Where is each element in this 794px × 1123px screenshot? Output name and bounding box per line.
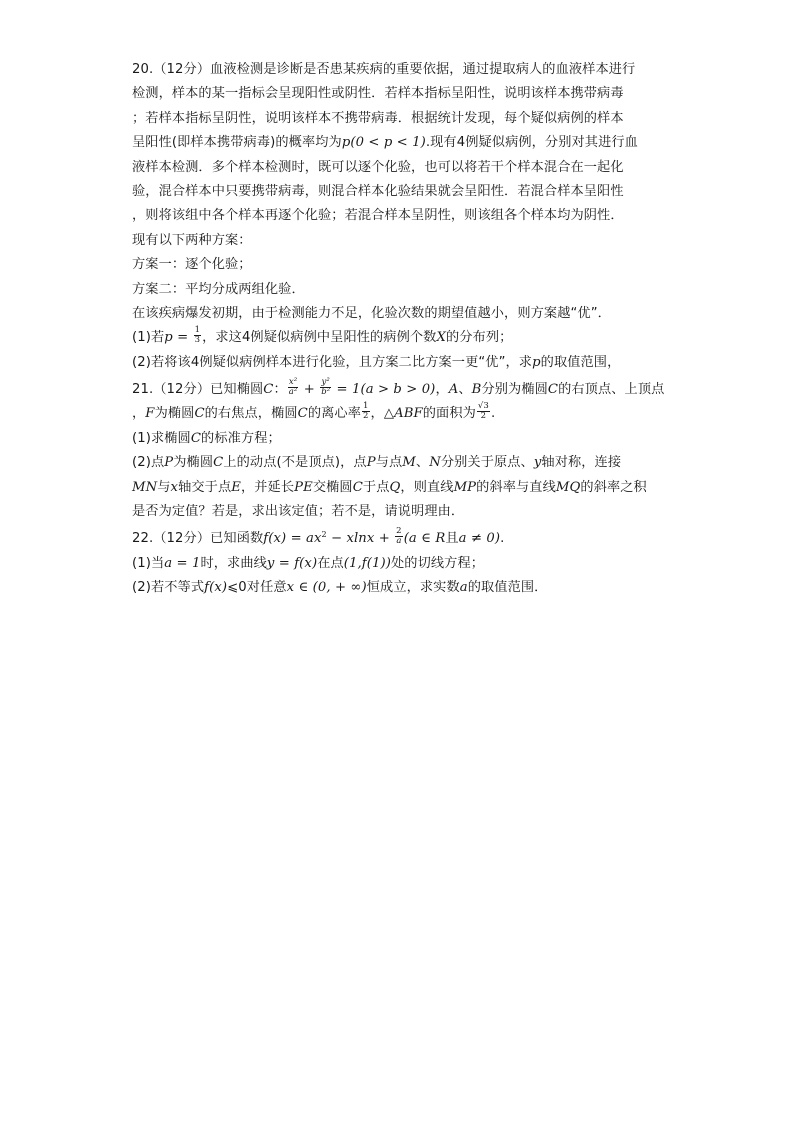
q21-text: 的右焦点，椭圆 [204, 406, 298, 422]
q20-line-1: 20.（12分）血液检测是诊断是否患某疾病的重要依据，通过提取病人的血液样本进行 [132, 62, 636, 77]
question-22 [132, 527, 664, 600]
questions-content [132, 58, 664, 601]
fraction-numerator: 1 [363, 400, 369, 411]
q21-text: 的离心率 [307, 406, 362, 422]
text-segment: 在点 [317, 555, 344, 571]
q22-domain: (a ∈ R [403, 531, 446, 547]
q22-function-rest: − xlnx + [326, 531, 395, 547]
q21-var: C [297, 406, 308, 422]
text-segment: (1)当 [132, 555, 165, 571]
question-20 [132, 58, 664, 375]
q22-part-2 [132, 576, 664, 600]
q20-line-5: 液样本检测．多个样本检测时，既可以逐个化验，也可以将若干个样本混合在一起化 [132, 159, 624, 175]
q21-part-1-end: 的标准方程； [201, 430, 281, 446]
q20-part-1-var: p = [164, 330, 193, 346]
text-segment: y [533, 455, 542, 471]
q21-var: C [263, 382, 274, 398]
fraction-numerator: x² [288, 376, 298, 387]
q20-line-4-text-a: 呈阳性(即样本携带病毒)的概率均为 [132, 135, 342, 151]
text-segment: 为椭圆 [173, 455, 214, 471]
text-segment: Q [389, 479, 401, 495]
question-21 [132, 378, 664, 524]
text-segment: 恒成立，求实数 [366, 580, 460, 596]
q20-line-4-text-c: .现有4例疑似病例，分别对其进行血 [425, 135, 638, 151]
text-segment: 轴对称，连接 [541, 455, 622, 471]
q21-var: B [471, 382, 482, 398]
q21-var: C [547, 382, 559, 398]
q20-probability-expr: p(0 < p < 1) [341, 135, 426, 151]
fraction-numerator: 1 [194, 324, 201, 335]
q20-line-11: 在该疾病爆发初期，由于检测能力不足，化验次数的期望值越小，则方案越“优”． [132, 305, 611, 321]
q20-part-2-text: (2)若将该4例疑似病例样本进行化验，且方案二比方案一更“优”，求 [132, 354, 533, 370]
q22-heading: 22.（12分）已知函数 [132, 531, 264, 547]
text-segment: 上的动点(不是顶点)，点 [223, 455, 367, 471]
q21-var: A [448, 382, 459, 398]
text-segment: ⩽0对任意 [227, 580, 287, 596]
fraction-denominator: b² [321, 386, 331, 397]
q21-line-2 [132, 402, 664, 426]
text-segment: 与 [157, 479, 171, 495]
q21-sep: ， [132, 406, 146, 422]
q22-condition: a ≠ 0) [458, 531, 501, 547]
text-segment: (2)点 [132, 455, 165, 471]
q21-area-fraction [477, 402, 490, 421]
q21-var: F [145, 406, 155, 422]
text-segment: 的斜率与直线 [476, 479, 556, 495]
q20-plan-1: 方案一：逐个化验； [132, 257, 252, 273]
text-segment: P [164, 455, 174, 471]
text-segment: 的斜率之积 [580, 479, 647, 495]
fraction-denominator: 2 [363, 410, 369, 421]
text-segment: N [429, 455, 441, 471]
q21-equation: = 1(a > b > 0) [332, 382, 436, 398]
q21-part-1 [132, 427, 664, 451]
q20-line-4 [132, 131, 664, 155]
q21-part-1-text: (1)求椭圆 [132, 430, 191, 446]
q21-period: . [490, 406, 496, 422]
q20-line-2: 检测，样本的某一指标会呈现阳性或阴性．若样本指标呈阳性，说明该样本携带病毒 [132, 86, 624, 102]
q20-part-2-end: 的取值范围， [540, 354, 621, 370]
q21-triangle: △ABF [383, 406, 423, 422]
q21-fraction-x [288, 378, 299, 397]
text-segment: y = f(x) [266, 555, 318, 571]
fraction-denominator: 3 [194, 334, 201, 345]
text-segment: P [366, 455, 376, 471]
text-segment: (1,f(1)) [343, 555, 392, 571]
q21-text: 为椭圆 [154, 406, 195, 422]
q21-heading: 21.（12分）已知椭圆 [132, 382, 264, 398]
q20-part-1 [132, 326, 664, 350]
q21-line-1 [132, 378, 664, 402]
q21-eccentricity-fraction [362, 402, 370, 421]
q20-part-1-end: 的分布列； [445, 330, 513, 346]
q21-sep: ， [370, 406, 384, 422]
text-segment: 交椭圆 [312, 479, 353, 495]
text-segment: a [459, 580, 468, 596]
q22-fraction [395, 527, 403, 546]
q21-text: 的右顶点、上顶点 [558, 382, 665, 398]
text-segment: ，则直线 [400, 479, 454, 495]
q21-colon: ： [273, 382, 287, 398]
text-segment: 轴交于点 [178, 479, 232, 495]
text-segment: 分别关于原点、 [440, 455, 534, 471]
text-segment: 处的切线方程； [391, 555, 485, 571]
q20-part-1-text: ，求这4例疑似病例中呈阳性的病例个数 [202, 330, 437, 346]
q20-line-7: ，则将该组中各个样本再逐个化验；若混合样本呈阴性，则该组各个样本均为阴性． [132, 208, 624, 224]
q21-part-2-line-2 [132, 476, 664, 500]
text-segment: 时，求曲线 [200, 555, 267, 571]
q20-plan-2: 方案二：平均分成两组化验． [132, 281, 305, 297]
text-segment: x ∈ (0, + ∞) [286, 580, 367, 596]
text-segment: C [213, 455, 224, 471]
q21-sep: ， [435, 382, 449, 398]
text-segment: 于点 [362, 479, 390, 495]
text-segment: x [170, 479, 179, 495]
text-segment: MP [453, 479, 477, 495]
text-segment: (2)若不等式 [132, 580, 205, 596]
q22-and: 且 [445, 531, 459, 547]
text-segment: MN [132, 479, 158, 495]
text-segment: M [402, 455, 416, 471]
q20-line-8: 现有以下两种方案： [132, 232, 252, 248]
q22-function: f(x) = ax [263, 531, 322, 547]
text-segment: 与点 [375, 455, 403, 471]
text-segment: MQ [555, 479, 581, 495]
q20-part-1-label: (1)若 [132, 330, 165, 346]
q21-var: C [190, 430, 202, 446]
q20-var-x: X [436, 330, 446, 346]
text-segment: a = 1 [164, 555, 201, 571]
text-segment: C [352, 479, 363, 495]
text-segment: 的取值范围． [467, 580, 548, 596]
q22-line-1 [132, 527, 664, 551]
fraction-numerator: √3 [477, 400, 489, 411]
q21-text: 分别为椭圆 [481, 382, 548, 398]
q20-line-6: 验，混合样本中只要携带病毒，则混合样本化验结果就会呈阳性．若混合样本呈阳性 [132, 183, 624, 199]
q21-part-2-line-1 [132, 451, 664, 475]
q21-text: 的面积为 [422, 406, 476, 422]
text-segment: ，并延长 [240, 479, 295, 495]
q21-var: C [194, 406, 205, 422]
text-segment: 、 [415, 455, 430, 471]
q20-fraction-one-third [194, 326, 202, 345]
q20-line-3: ；若样本指标呈阴性，说明该样本不携带病毒．根据统计发现，每个疑似病例的样本 [132, 110, 624, 126]
q22-exponent: 2 [321, 530, 327, 540]
q21-part-2-line-3: 是否为定值？若是，求出该定值；若不是，请说明理由． [132, 504, 465, 520]
q21-sep: 、 [458, 382, 472, 398]
q20-part-2 [132, 351, 664, 375]
q22-part-1 [132, 552, 664, 576]
text-segment: f(x) [204, 580, 228, 596]
fraction-denominator: 2 [480, 410, 487, 421]
fraction-numerator: 2 [396, 525, 402, 536]
q22-period: . [500, 531, 505, 547]
fraction-denominator: a² [288, 386, 298, 397]
text-segment: PE [294, 479, 313, 495]
q20-var-p: p [532, 354, 541, 370]
fraction-numerator: y² [321, 376, 330, 387]
text-segment: E [231, 479, 241, 495]
q21-plus: + [299, 382, 320, 398]
fraction-denominator: a [396, 535, 402, 546]
q21-fraction-y [320, 378, 331, 397]
